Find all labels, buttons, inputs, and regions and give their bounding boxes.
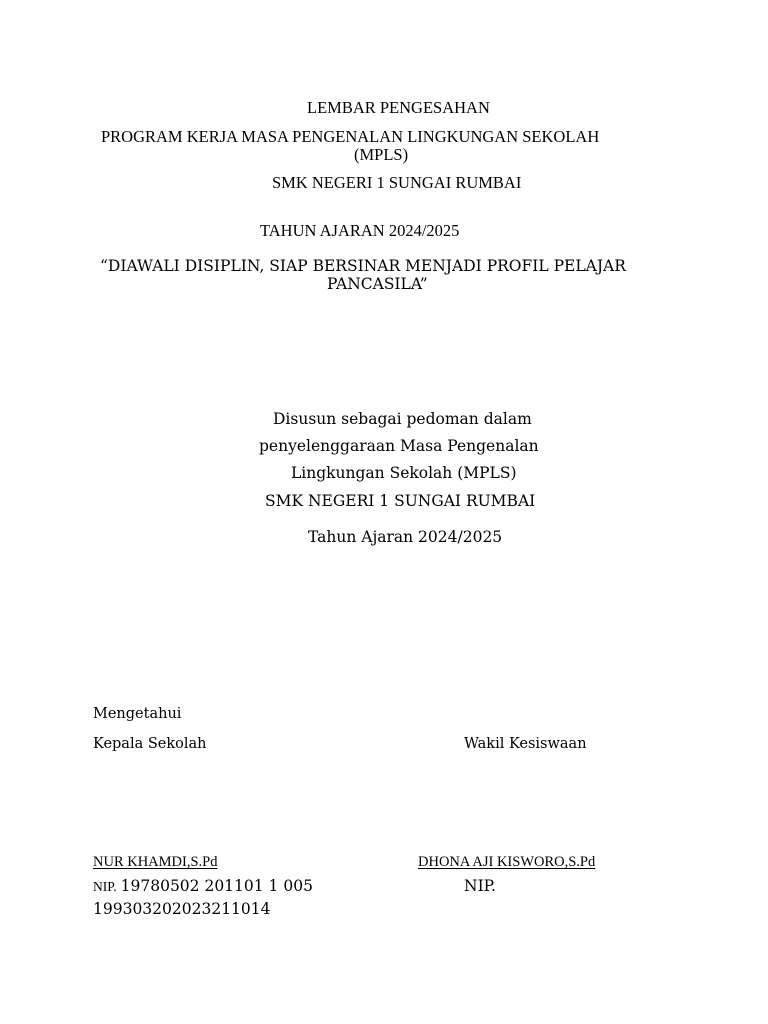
- program-title-line1: PROGRAM KERJA MASA PENGENALAN LINGKUNGAN SEKOLAH: [101, 127, 600, 146]
- right-signatory-role: Wakil Kesiswaan: [464, 736, 587, 752]
- purpose-line1: Disusun sebagai pedoman dalam: [273, 410, 532, 428]
- academic-year: TAHUN AJARAN 2024/2025: [260, 221, 460, 240]
- acknowledge-label: Mengetahui: [93, 706, 182, 722]
- left-nip-value: 19780502 201101 1 005: [120, 877, 313, 895]
- right-nip-value: 199303202023211014: [93, 900, 271, 918]
- right-nip-label: NIP.: [464, 877, 496, 895]
- motto-line1: “DIAWALI DISIPLIN, SIAP BERSINAR MENJADI PROFIL PELAJAR: [100, 257, 626, 275]
- purpose-line4: SMK NEGERI 1 SUNGAI RUMBAI: [265, 492, 536, 510]
- school-name: SMK NEGERI 1 SUNGAI RUMBAI: [272, 173, 522, 192]
- left-nip-label: NIP.: [93, 879, 117, 894]
- motto-line2: PANCASILA”: [327, 275, 428, 293]
- right-signatory-name: DHONA AJI KISWORO,S.Pd: [418, 854, 596, 870]
- purpose-line2: penyelenggaraan Masa Pengenalan: [259, 437, 539, 455]
- purpose-line3: Lingkungan Sekolah (MPLS): [291, 464, 517, 482]
- document-title: LEMBAR PENGESAHAN: [307, 98, 490, 117]
- left-signatory-name: NUR KHAMDI,S.Pd: [93, 854, 218, 870]
- program-title-line2: (MPLS): [354, 145, 409, 164]
- purpose-year: Tahun Ajaran 2024/2025: [308, 528, 503, 546]
- left-signatory-role: Kepala Sekolah: [93, 736, 207, 752]
- left-nip: [93, 879, 313, 895]
